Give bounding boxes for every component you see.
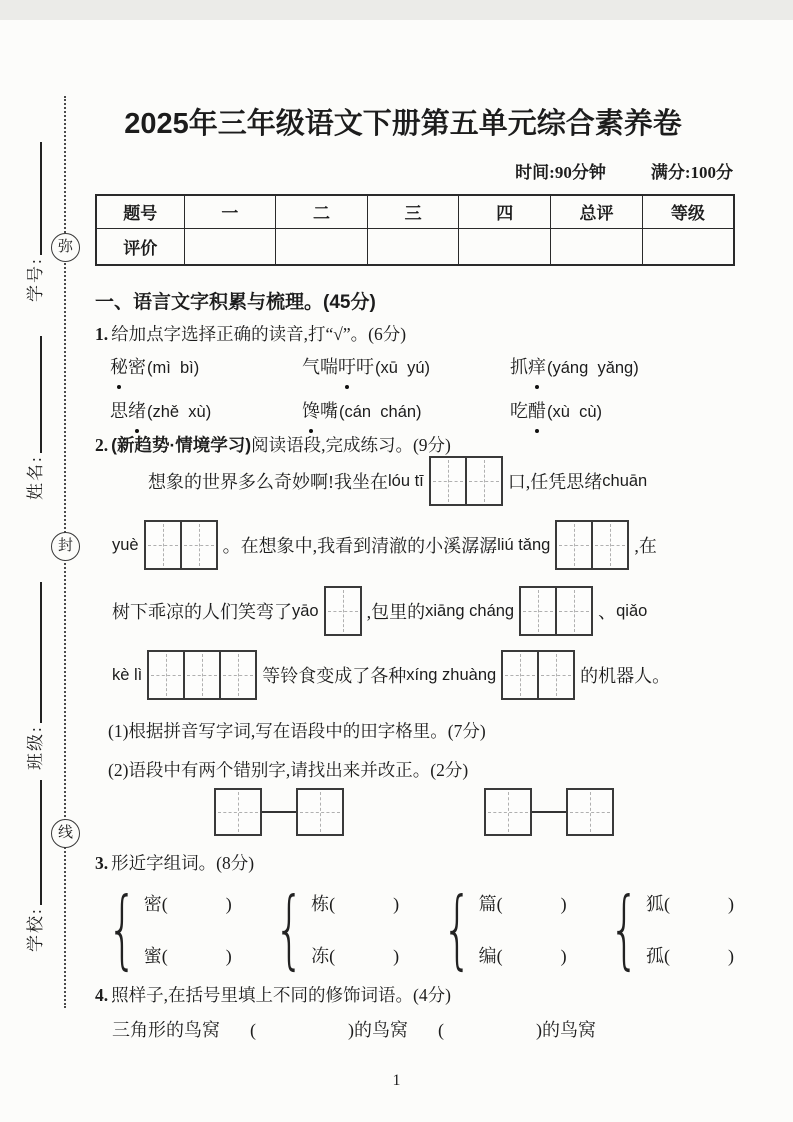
passage-line-3 bbox=[112, 586, 752, 636]
sub-question-text: 根据拼音写字词,写在语段中的田字格里。 bbox=[128, 721, 448, 741]
pinyin-choice-item bbox=[302, 350, 510, 388]
q4-example-row bbox=[112, 1016, 596, 1042]
question-2-sub-1 bbox=[108, 718, 486, 743]
tianzige-cell bbox=[555, 588, 591, 634]
char: 吃 bbox=[510, 401, 528, 421]
correction-pair bbox=[214, 788, 344, 836]
exam-meta bbox=[88, 158, 733, 183]
char: 抓 bbox=[510, 357, 528, 377]
score-blank-cell bbox=[642, 228, 734, 265]
question-2-sub-2 bbox=[108, 757, 468, 782]
score-header-cell: 等级 bbox=[642, 195, 734, 228]
word-blank bbox=[646, 884, 734, 924]
pinyin-hint: yuè bbox=[112, 535, 139, 554]
arrow-line bbox=[262, 811, 296, 813]
score-blank-cell bbox=[551, 228, 643, 265]
dotted-char: 秘 bbox=[110, 350, 128, 384]
pinyin-options: (xū yú) bbox=[375, 359, 431, 377]
score-blank-cell bbox=[276, 228, 368, 265]
word-blank bbox=[646, 936, 734, 976]
question-number: 2. bbox=[95, 435, 109, 455]
pinyin-choice-item bbox=[110, 350, 302, 388]
score-header-cell: 四 bbox=[459, 195, 551, 228]
char: 篇 bbox=[478, 893, 497, 914]
dotted-char: 馋 bbox=[302, 394, 320, 428]
school-field bbox=[20, 780, 46, 952]
paren: ( bbox=[329, 893, 336, 914]
question-2 bbox=[95, 432, 451, 457]
q3-group bbox=[430, 879, 567, 979]
passage-line-2 bbox=[112, 520, 752, 570]
tianzige-cell bbox=[503, 652, 537, 698]
question-text: 给加点字选择正确的读音,打“√”。 bbox=[111, 324, 369, 344]
seal-char-xian: 线 bbox=[51, 819, 80, 848]
passage-text: 等铃食变成了各种 bbox=[262, 666, 407, 686]
char: 蜜 bbox=[143, 945, 162, 966]
page-number: 1 bbox=[392, 1072, 401, 1089]
passage-text: 、 bbox=[598, 602, 617, 622]
question-text: 形近字组词。 bbox=[111, 853, 217, 873]
char: 喘 bbox=[320, 357, 338, 377]
pinyin-hint: qiǎo bbox=[616, 601, 648, 620]
tianzige-cell bbox=[146, 522, 180, 568]
q3-groups bbox=[95, 879, 740, 979]
correction-pair bbox=[484, 788, 614, 836]
paren: ( bbox=[496, 945, 503, 966]
paren: ) bbox=[225, 945, 232, 966]
wrong-char-box bbox=[214, 788, 262, 836]
tianzige-box-2 bbox=[519, 586, 593, 636]
blank-line bbox=[40, 142, 42, 255]
paren: ) bbox=[393, 893, 400, 914]
paren: ( bbox=[663, 945, 670, 966]
sub-question-text: 语段中有两个错别字,请找出来并改正。 bbox=[128, 760, 431, 780]
char: 密 bbox=[143, 893, 162, 914]
char: 狐 bbox=[645, 893, 664, 914]
dotted-char: 痒 bbox=[528, 350, 546, 384]
arrow-line bbox=[532, 811, 566, 813]
question-points: (6分) bbox=[368, 324, 407, 344]
section-heading-text: 一、语言文字积累与梳理。 bbox=[95, 292, 324, 313]
paren: ) bbox=[727, 893, 734, 914]
q1-items bbox=[110, 350, 735, 432]
fill-blank bbox=[438, 1016, 596, 1042]
tianzige-cell bbox=[431, 458, 465, 504]
q3-group bbox=[597, 879, 734, 979]
blank-line bbox=[40, 780, 42, 905]
question-number: 4. bbox=[95, 985, 109, 1005]
word-blank bbox=[479, 936, 567, 976]
tianzige-box-3 bbox=[147, 650, 257, 700]
pinyin-choice-item bbox=[510, 350, 735, 388]
passage-text: ,包里的 bbox=[366, 602, 426, 622]
pinyin-options: (xù cù) bbox=[547, 403, 603, 421]
student-id-label: 学号: bbox=[26, 257, 45, 302]
dotted-char: 醋 bbox=[528, 394, 546, 428]
question-number: 1. bbox=[95, 324, 109, 344]
dotted-char: 绪 bbox=[128, 394, 146, 428]
pinyin-options: (zhě xù) bbox=[147, 403, 212, 421]
paren: ( bbox=[496, 893, 503, 914]
score-blank-cell bbox=[367, 228, 459, 265]
q3-group bbox=[95, 879, 232, 979]
correct-char-box bbox=[296, 788, 344, 836]
paren: ( bbox=[161, 893, 168, 914]
char: 栋 bbox=[311, 893, 330, 914]
scan-edge bbox=[0, 0, 793, 20]
score-header-cell: 二 bbox=[276, 195, 368, 228]
char: 孤 bbox=[645, 945, 664, 966]
tianzige-cell bbox=[183, 652, 219, 698]
passage-text: 树下乖凉的人们笑弯了 bbox=[112, 602, 292, 622]
paren: ( bbox=[438, 1020, 444, 1040]
tianzige-cell bbox=[557, 522, 591, 568]
question-text: 照样子,在括号里填上不同的修饰词语。 bbox=[111, 985, 413, 1005]
word-blank bbox=[311, 884, 399, 924]
pinyin-choice-item bbox=[510, 394, 735, 432]
char: 思 bbox=[110, 401, 128, 421]
passage-line-4 bbox=[112, 650, 752, 700]
tianzige-cell bbox=[149, 652, 183, 698]
example-phrase: 三角形的鸟窝 bbox=[112, 1020, 220, 1040]
fill-blank bbox=[250, 1016, 408, 1042]
tianzige-cell bbox=[219, 652, 255, 698]
pinyin-hint: liú tǎng bbox=[497, 535, 551, 554]
brace-icon: { bbox=[442, 879, 473, 979]
passage-text: 。在想象中,我看到清澈的小溪潺潺 bbox=[222, 536, 498, 556]
passage-text: 的机器人。 bbox=[580, 666, 671, 686]
eval-label-cell: 评价 bbox=[96, 228, 184, 265]
score-table-header-row bbox=[96, 195, 734, 228]
paren: ) bbox=[560, 893, 567, 914]
paren: ( bbox=[663, 893, 670, 914]
question-tag: (新趋势·情境学习) bbox=[111, 435, 252, 455]
pinyin-hint: chuān bbox=[602, 471, 648, 490]
passage-text: 口,任凭思绪 bbox=[507, 472, 603, 492]
char: 吁 bbox=[356, 357, 374, 377]
tianzige-box-2 bbox=[144, 520, 218, 570]
question-4 bbox=[95, 982, 451, 1007]
paren: ) bbox=[536, 1020, 542, 1040]
score-blank-cell bbox=[184, 228, 276, 265]
score-table-eval-row bbox=[96, 228, 734, 265]
char: 编 bbox=[478, 945, 497, 966]
section-one-heading bbox=[95, 287, 376, 314]
score-header-cell: 三 bbox=[367, 195, 459, 228]
pinyin-hint: xíng zhuàng bbox=[406, 665, 497, 684]
pinyin-hint: yāo bbox=[292, 601, 319, 620]
student-name-field bbox=[20, 336, 46, 500]
question-text: 阅读语段,完成练习。 bbox=[251, 435, 413, 455]
blank-line bbox=[40, 582, 42, 723]
tianzige-cell bbox=[537, 652, 573, 698]
tianzige-cell bbox=[326, 588, 360, 634]
word-blank bbox=[144, 884, 232, 924]
pinyin-options: (cán chán) bbox=[339, 403, 422, 421]
tianzige-cell bbox=[591, 522, 627, 568]
paren: ( bbox=[329, 945, 336, 966]
dotted-char: 吁 bbox=[338, 350, 356, 384]
passage-text: ,在 bbox=[634, 536, 657, 556]
correct-char-box bbox=[566, 788, 614, 836]
seal-char-feng: 封 bbox=[51, 532, 80, 561]
time-limit: 时间:90分钟 bbox=[515, 163, 606, 182]
question-points: (9分) bbox=[412, 435, 451, 455]
tianzige-cell bbox=[465, 458, 501, 504]
paren: ) bbox=[225, 893, 232, 914]
paren: ) bbox=[560, 945, 567, 966]
score-header-cell: 总评 bbox=[551, 195, 643, 228]
pinyin-choice-item bbox=[302, 394, 510, 432]
section-points: (45分) bbox=[323, 292, 376, 313]
student-name-label: 姓名: bbox=[26, 455, 45, 500]
suffix-text: 的鸟窝 bbox=[542, 1020, 596, 1040]
tianzige-box-2 bbox=[429, 456, 503, 506]
brace-icon: { bbox=[274, 879, 305, 979]
student-id-field bbox=[20, 142, 46, 302]
pinyin-options: (mì bì) bbox=[147, 359, 200, 377]
page-title: 2025年三年级语文下册第五单元综合素养卷 bbox=[124, 108, 682, 140]
score-header-cell: 一 bbox=[184, 195, 276, 228]
paren: ( bbox=[161, 945, 168, 966]
question-points: (8分) bbox=[216, 853, 255, 873]
paren: ) bbox=[393, 945, 400, 966]
paren: ) bbox=[727, 945, 734, 966]
question-1 bbox=[95, 321, 406, 346]
tianzige-box-2 bbox=[501, 650, 575, 700]
correction-answer-area bbox=[88, 788, 614, 836]
question-points: (4分) bbox=[413, 985, 451, 1005]
pinyin-options: (yáng yǎng) bbox=[547, 359, 639, 377]
sub-question-number: (1) bbox=[108, 721, 129, 741]
pinyin-hint: xiāng cháng bbox=[425, 601, 515, 620]
brace-icon: { bbox=[609, 879, 640, 979]
brace-icon: { bbox=[107, 879, 138, 979]
question-number: 3. bbox=[95, 853, 109, 873]
pinyin-choice-item bbox=[110, 394, 302, 432]
class-label: 班级: bbox=[26, 725, 45, 770]
sub-question-points: (7分) bbox=[447, 721, 486, 741]
class-field bbox=[20, 582, 46, 770]
tianzige-box-1 bbox=[324, 586, 362, 636]
wrong-char-box bbox=[484, 788, 532, 836]
passage-line-1 bbox=[112, 456, 788, 506]
tianzige-cell bbox=[180, 522, 216, 568]
tianzige-cell bbox=[521, 588, 555, 634]
suffix-text: 的鸟窝 bbox=[354, 1020, 408, 1040]
score-header-cell: 题号 bbox=[96, 195, 184, 228]
score-blank-cell bbox=[459, 228, 551, 265]
blank-line bbox=[40, 336, 42, 453]
char: 冻 bbox=[311, 945, 330, 966]
pinyin-hint: lóu tī bbox=[388, 471, 424, 490]
char: 嘴 bbox=[320, 401, 338, 421]
pinyin-hint: kè lì bbox=[112, 665, 143, 684]
tianzige-box-2 bbox=[555, 520, 629, 570]
sub-question-points: (2分) bbox=[430, 760, 469, 780]
word-blank bbox=[311, 936, 399, 976]
paren: ( bbox=[250, 1020, 256, 1040]
passage-text: 想象的世界多么奇妙啊!我坐在 bbox=[148, 472, 388, 492]
char: 密 bbox=[128, 357, 146, 377]
q3-group bbox=[262, 879, 400, 979]
word-blank bbox=[479, 884, 567, 924]
full-score: 满分:100分 bbox=[650, 163, 733, 182]
score-table bbox=[95, 194, 735, 266]
seal-char-mi: 弥 bbox=[51, 233, 80, 262]
school-label: 学校: bbox=[26, 907, 45, 952]
paren: ) bbox=[348, 1020, 354, 1040]
word-blank bbox=[144, 936, 232, 976]
char: 气 bbox=[302, 357, 320, 377]
question-3 bbox=[95, 850, 254, 875]
sub-question-number: (2) bbox=[108, 760, 129, 780]
